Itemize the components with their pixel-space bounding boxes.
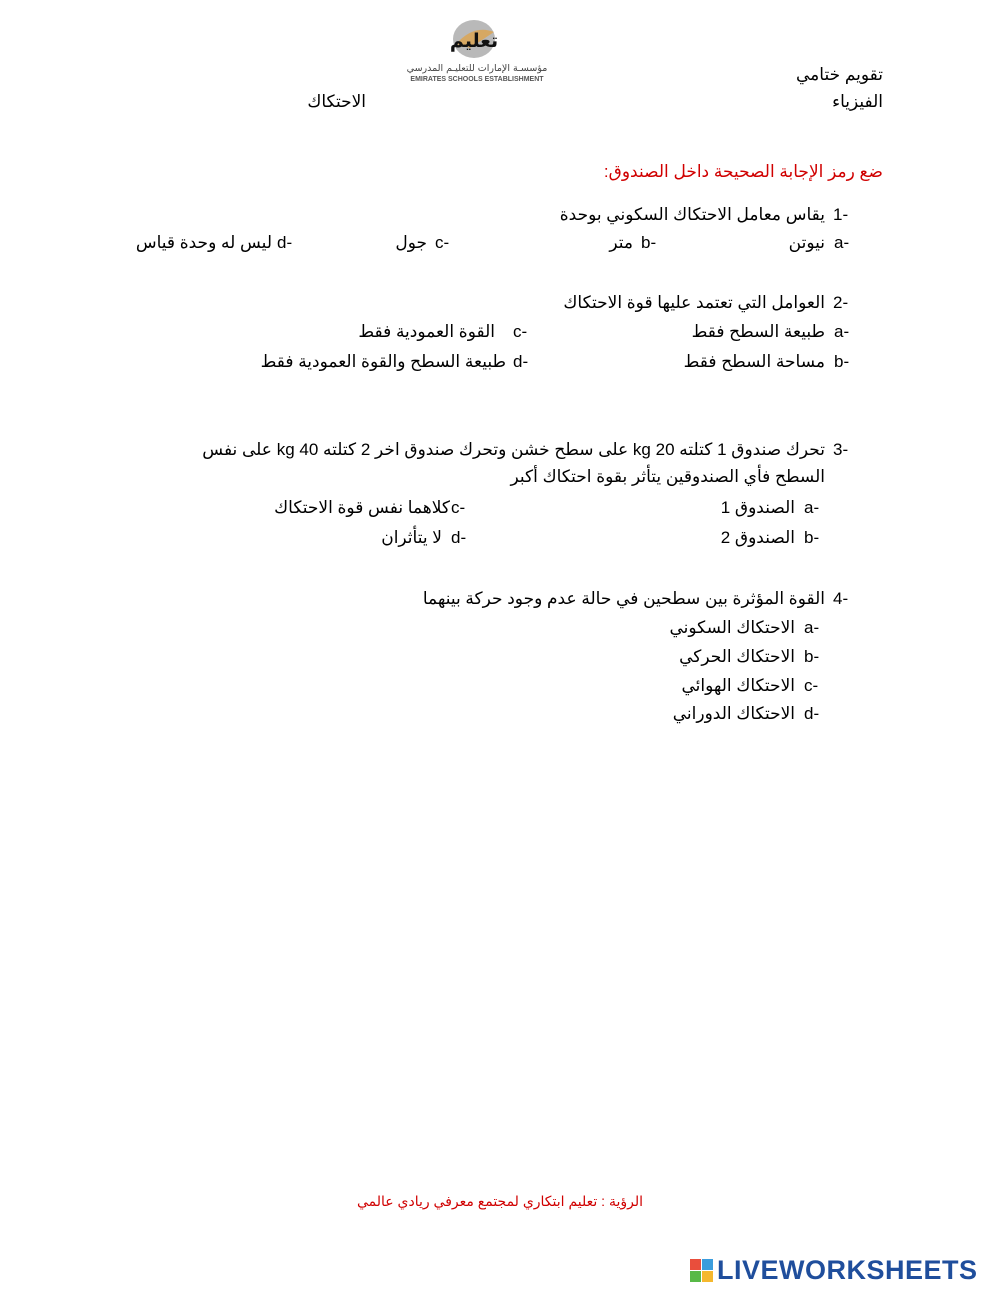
option-a-text[interactable]: نيوتن (788, 233, 825, 252)
liveworksheets-logo-icon (690, 1259, 713, 1282)
vision-statement: الرؤية : تعليم ابتكاري لمجتمع معرفي ريادي عالمي (357, 1193, 643, 1209)
option-c-text[interactable]: الاحتكاك الهوائي (681, 676, 795, 695)
option-b-text[interactable]: الاحتكاك الحركي (679, 647, 795, 666)
option-key: d- (804, 704, 820, 723)
option-b-text[interactable]: الصندوق 2 (720, 528, 795, 547)
question-number: 2- (833, 293, 849, 312)
option-d-text[interactable]: لا يتأثران (381, 528, 442, 547)
option-key: d- (277, 233, 293, 252)
option-key: a- (834, 322, 850, 341)
option-a-text[interactable]: طبيعة السطح فقط (691, 322, 825, 341)
option-c-text[interactable]: جول (395, 233, 427, 252)
logo-brand-text: تعليم (449, 30, 499, 52)
question-text-line-1: تحرك صندوق 1 كتلته 20 kg على سطح خشن وتحرك صندوق اخر 2 كتلته 40 kg على نفس (202, 440, 825, 459)
logo-org-english: EMIRATES SCHOOLS ESTABLISHMENT (410, 76, 544, 83)
liveworksheets-wordmark: LIVEWORKSHEETS (717, 1254, 978, 1285)
option-key: c- (513, 322, 528, 341)
question-number: 1- (833, 205, 849, 224)
option-key: b- (641, 233, 657, 252)
liveworksheets-brand[interactable] (690, 1254, 978, 1286)
topic-title: الاحتكاك (307, 92, 366, 111)
option-a-text[interactable]: الصندوق 1 (720, 498, 795, 517)
question-text: العوامل التي تعتمد عليها قوة الاحتكاك (563, 293, 825, 312)
question-text: القوة المؤثرة بين سطحين في حالة عدم وجود حركة بينهما (422, 589, 825, 608)
option-c-text[interactable]: كلاهما نفس قوة الاحتكاك (274, 498, 450, 517)
question-number: 3- (833, 440, 849, 459)
option-d-text[interactable]: الاحتكاك الدوراني (672, 704, 795, 723)
instruction-text: ضع رمز الإجابة الصحيحة داخل الصندوق: (603, 162, 883, 181)
option-key: c- (451, 498, 466, 517)
option-c-text[interactable]: القوة العمودية فقط (358, 322, 495, 341)
question-number: 4- (833, 589, 849, 608)
logo-graphic (390, 18, 565, 86)
question-text: يقاس معامل الاحتكاك السكوني بوحدة (559, 205, 825, 224)
exam-type: تقويم ختامي (796, 65, 883, 84)
option-key: d- (451, 528, 467, 547)
option-key: a- (834, 233, 850, 252)
option-key: d- (513, 352, 529, 371)
option-d-text[interactable]: ليس له وحدة قياس (135, 233, 272, 252)
option-key: c- (804, 676, 819, 695)
option-b-text[interactable]: مساحة السطح فقط (683, 352, 825, 371)
logo-org-arabic: مؤسسـة الإمارات للتعليـم المدرسي (406, 63, 548, 74)
option-key: b- (834, 352, 850, 371)
option-a-text[interactable]: الاحتكاك السكوني (669, 618, 795, 637)
option-key: a- (804, 498, 820, 517)
option-key: b- (804, 528, 820, 547)
option-b-text[interactable]: متر (609, 233, 633, 252)
option-key: a- (804, 618, 820, 637)
subject-title: الفيزياء (832, 92, 883, 111)
ese-logo (390, 18, 565, 86)
option-d-text[interactable]: طبيعة السطح والقوة العمودية فقط (260, 352, 506, 371)
question-text-line-2: السطح فأي الصندوقين يتأثر بقوة احتكاك أكبر (510, 467, 825, 486)
option-key: b- (804, 647, 820, 666)
option-key: c- (435, 233, 450, 252)
